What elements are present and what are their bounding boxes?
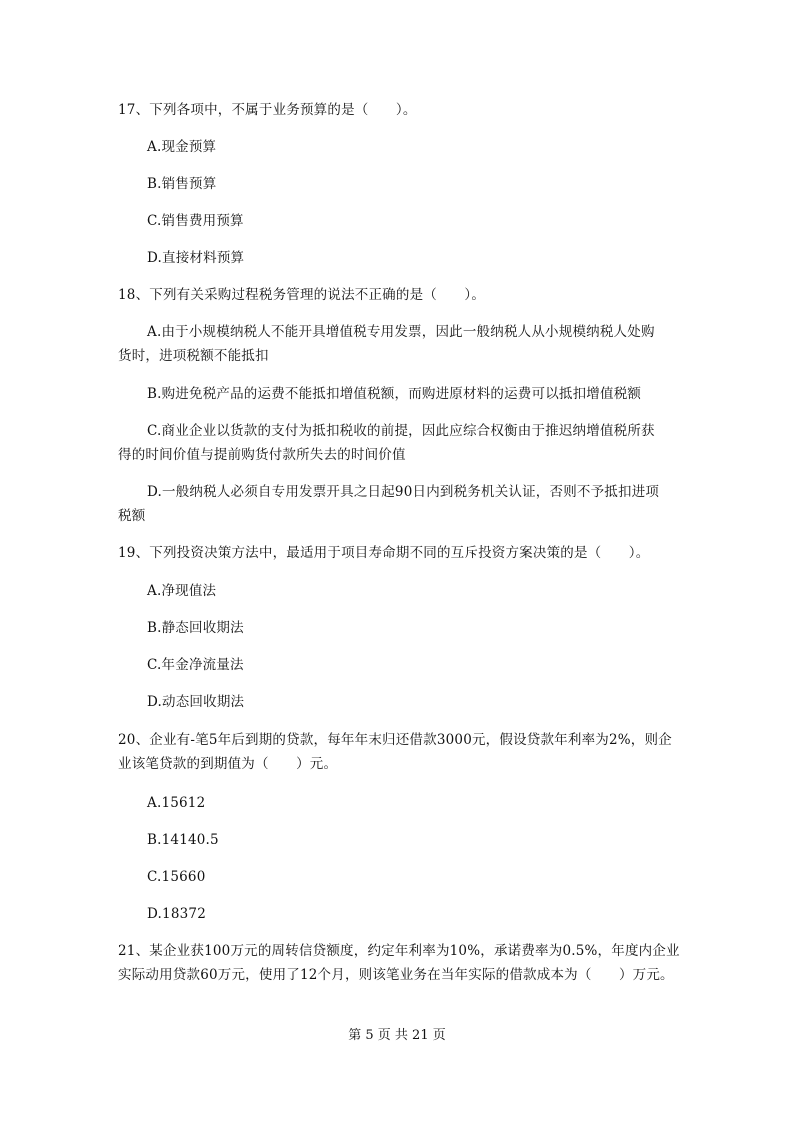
question-18-option-b: B.购进免税产品的运费不能抵扣增值税额，而购进原材料的运费可以抵扣增值税额 — [147, 386, 642, 402]
question-20-stem-line1: 20、企业有-笔5年后到期的贷款，每年年末归还借款3000元，假设贷款年利率为2%，则企 — [118, 732, 672, 748]
page-number-footer: 第 5 页 共 21 页 — [348, 1028, 446, 1043]
question-21-stem-line2: 实际动用贷款60万元，使用了12个月，则该笔业务在当年实际的借款成本为（ ）万元。 — [118, 967, 674, 983]
question-19-option-b: B.静态回收期法 — [147, 620, 244, 636]
question-19-option-c: C.年金净流量法 — [147, 657, 244, 673]
question-18-option-a-line1: A.由于小规模纳税人不能开具增值税专用发票，因此一般纳税人从小规模纳税人处购 — [147, 324, 655, 340]
question-20-option-c: C.15660 — [147, 869, 206, 885]
question-19-stem: 19、下列投资决策方法中，最适用于项目寿命期不同的互斥投资方案决策的是（ ）。 — [118, 545, 650, 561]
question-17-option-a: A.现金预算 — [147, 139, 217, 155]
question-20-option-d: D.18372 — [147, 906, 206, 922]
question-18-option-c-line1: C.商业企业以货款的支付为抵扣税收的前提，因此应综合权衡由于推迟纳增值税所获 — [147, 423, 655, 439]
question-18-option-d-line1: D.一般纳税人必须自专用发票开具之日起90日内到税务机关认证，否则不予抵扣进项 — [147, 484, 660, 500]
question-20-stem-line2: 业该笔贷款的到期值为（ ）元。 — [118, 756, 338, 772]
question-18-option-d-line2: 税额 — [118, 508, 146, 524]
question-18-option-a-line2: 货时，进项税额不能抵扣 — [118, 348, 269, 364]
question-17-option-b: B.销售预算 — [147, 176, 217, 192]
question-18-stem: 18、下列有关采购过程税务管理的说法不正确的是（ ）。 — [118, 287, 486, 303]
question-19-option-a: A.净现值法 — [147, 583, 217, 599]
question-17-stem: 17、下列各项中，不属于业务预算的是（ ）。 — [118, 102, 417, 118]
question-20-option-b: B.14140.5 — [147, 832, 219, 848]
question-18-option-c-line2: 得的时间价值与提前购货付款所失去的时间价值 — [118, 447, 406, 463]
question-17-option-d: D.直接材料预算 — [147, 250, 245, 266]
question-20-option-a: A.15612 — [147, 795, 206, 811]
question-17-option-c: C.销售费用预算 — [147, 213, 244, 229]
question-21-stem-line1: 21、某企业获100万元的周转信贷额度，约定年利率为10%，承诺费率为0.5%，年度内企业 — [118, 943, 680, 959]
question-19-option-d: D.动态回收期法 — [147, 694, 245, 710]
